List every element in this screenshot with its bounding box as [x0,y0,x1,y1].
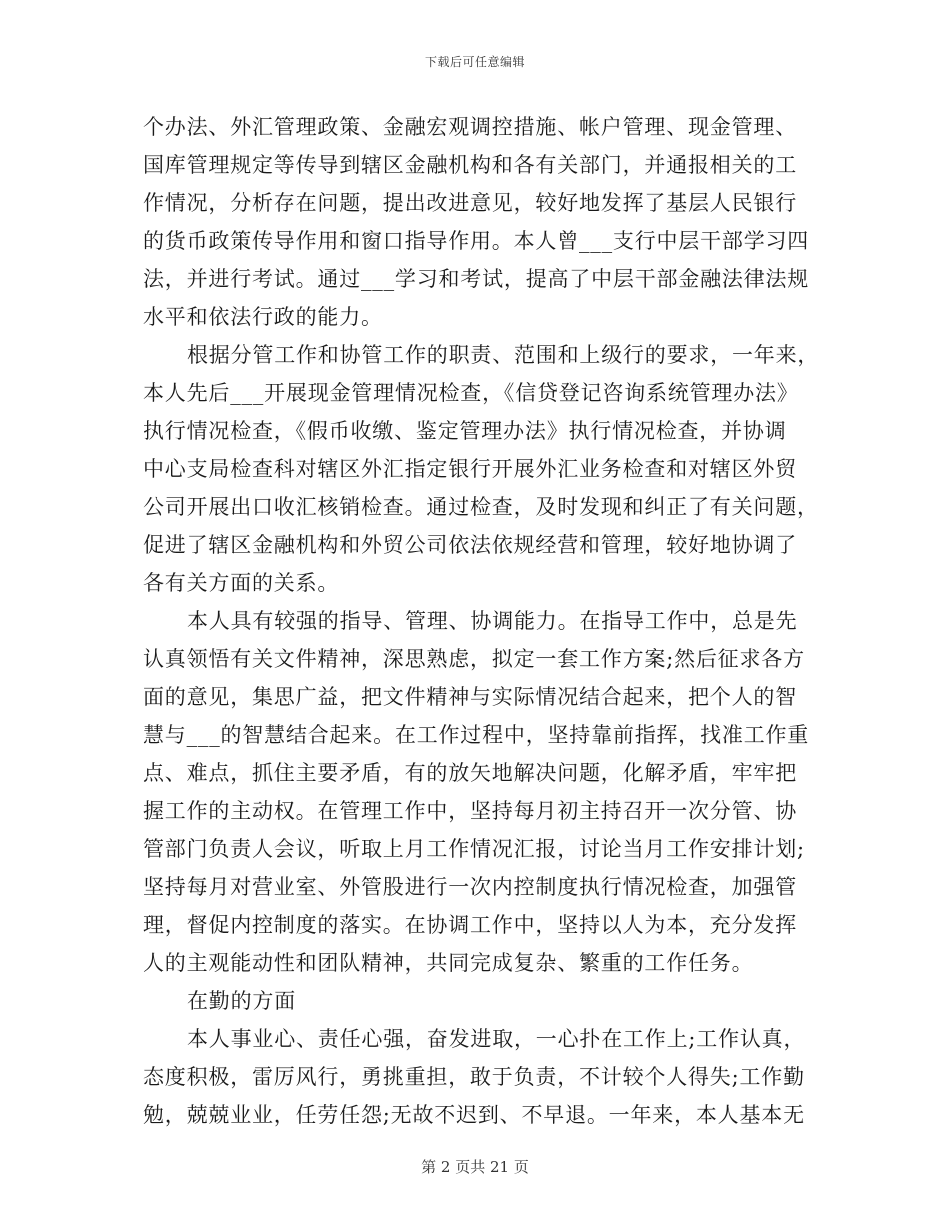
text-line: 中心支局检查科对辖区外汇指定银行开展外汇业务检查和对辖区外贸 [143,457,797,481]
text-line: 本人先后___开展现金管理情况检查，《信贷登记咨询系统管理办法》 [143,381,799,405]
text-line: 水平和依法行政的能力。 [143,305,383,329]
text-line: 本人具有较强的指导、管理、协调能力。在指导工作中，总是先 [187,609,798,633]
text-line: 坚持每月对营业室、外管股进行一次内控制度执行情况检查，加强管 [143,875,797,899]
text-line: 理，督促内控制度的落实。在协调工作中，坚持以人为本，充分发挥 [143,913,797,937]
page-number-footer: 第 2 页共 21 页 [421,1158,529,1176]
text-line: 面的意见，集思广益，把文件精神与实际情况结合起来，把个人的智 [143,685,797,709]
text-line: 法，并进行考试。通过___学习和考试，提高了中层干部金融法律法规 [143,267,810,291]
text-line: 态度积极，雷厉风行，勇挑重担，敢于负责，不计较个人得失;工作勤 [143,1065,805,1089]
text-line: 根据分管工作和协管工作的职责、范围和上级行的要求，一年来， [187,343,820,367]
text-line: 认真领悟有关文件精神，深思熟虑，拟定一套工作方案;然后征求各方 [143,647,805,671]
text-line: 公司开展出口收汇核销检查。通过检查，及时发现和纠正了有关问题， [143,495,819,519]
text-line: 促进了辖区金融机构和外贸公司依法依规经营和管理，较好地协调了 [143,533,797,557]
document-body [143,108,820,1134]
text-line: 作情况，分析存在问题，提出改进意见，较好地发挥了基层人民银行 [143,191,797,215]
text-line: 执行情况检查，《假币收缴、鉴定管理办法》执行情况检查，并协调 [143,419,787,443]
text-line: 人的主观能动性和团队精神，共同完成复杂、繁重的工作任务。 [143,951,754,975]
text-line: 的货币政策传导作用和窗口指导作用。本人曾___支行中层干部学习四 [143,229,810,253]
text-line: 慧与___的智慧结合起来。在工作过程中，坚持靠前指挥，找准工作重 [143,723,810,747]
text-line: 握工作的主动权。在管理工作中，坚持每月初主持召开一次分管、协 [143,799,797,823]
text-line: 点、难点，抓住主要矛盾，有的放矢地解决问题，化解矛盾，牢牢把 [143,761,797,785]
text-line: 勉，兢兢业业，任劳任怨;无故不迟到、不早退。一年来，本人基本无 [143,1103,805,1127]
text-line: 个办法、外汇管理政策、金融宏观调控措施、帐户管理、现金管理、 [143,115,797,139]
text-line: 各有关方面的关系。 [143,571,340,595]
page-header: 下载后可任意编辑 [424,55,525,69]
text-line: 管部门负责人会议，听取上月工作情况汇报，讨论当月工作安排计划; [143,837,805,861]
text-line: 国库管理规定等传导到辖区金融机构和各有关部门，并通报相关的工 [143,153,797,177]
text-line: 在勤的方面 [187,989,296,1013]
text-line: 本人事业心、责任心强，奋发进取，一心扑在工作上;工作认真， [187,1027,806,1051]
